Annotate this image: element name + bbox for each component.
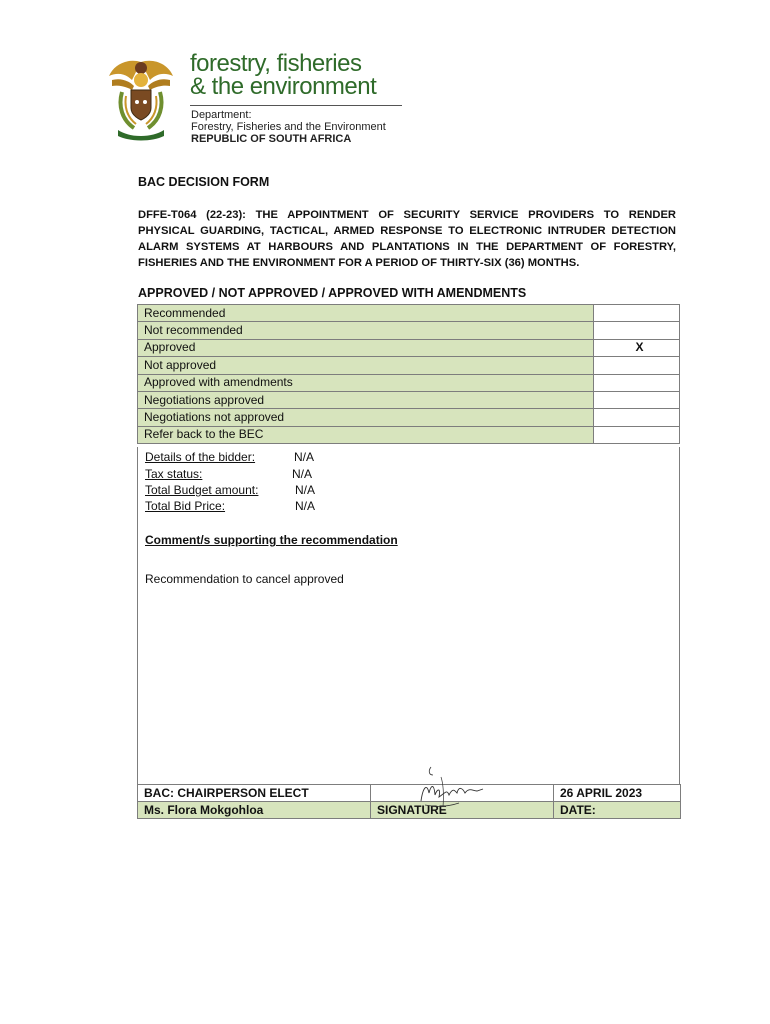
- brand-wordmark: [190, 52, 376, 98]
- decision-option-mark: [594, 305, 680, 322]
- decision-option-mark: X: [594, 339, 680, 356]
- bidder-label: Details of the bidder:: [145, 450, 256, 464]
- brand-line-2: & the environment: [190, 73, 377, 100]
- signoff-table: [137, 784, 681, 819]
- dept-line-2: Forestry, Fisheries and the Environment: [191, 121, 386, 133]
- department-name: [191, 109, 386, 145]
- chairperson-name: Ms. Flora Mokgohloa: [138, 802, 371, 819]
- handwritten-signature: [411, 763, 491, 813]
- decision-option-label: Approved: [138, 339, 594, 356]
- comment-heading: Comment/s supporting the recommendation: [145, 533, 398, 547]
- decision-option-mark: [594, 391, 680, 408]
- decision-option-label: Refer back to the BEC: [138, 426, 594, 443]
- decision-row: [138, 339, 680, 356]
- decision-row: [138, 322, 680, 339]
- form-title: BAC DECISION FORM: [138, 175, 270, 189]
- dept-line-1: Department:: [191, 109, 252, 121]
- brand-divider: [190, 105, 402, 106]
- decision-option-mark: [594, 357, 680, 374]
- bid-price-value: N/A: [295, 499, 316, 513]
- chairperson-role: BAC: CHAIRPERSON ELECT: [138, 785, 371, 802]
- bidder-value: N/A: [294, 450, 315, 464]
- decision-row: [138, 374, 680, 391]
- decision-option-mark: [594, 322, 680, 339]
- decision-row: [138, 426, 680, 443]
- tax-value: N/A: [292, 467, 313, 481]
- bid-price-label: Total Bid Price:: [145, 499, 226, 513]
- budget-value: N/A: [295, 483, 316, 497]
- signature-cell: [371, 785, 554, 802]
- brand-line-1: forestry, fisheries: [190, 50, 362, 77]
- tax-label: Tax status:: [145, 467, 203, 481]
- tender-description: DFFE-T064 (22-23): THE APPOINTMENT OF SECURITY SERVICE PROVIDERS TO RENDER PHYSICAL GUARDING, TACTICAL, ARMED RESPONSE TO ELECTRONIC INTRUDER DETECTION ALARM SYSTEMS AT HARBOURS AND PLANTATIONS IN THE DEPARTMENT OF FORESTRY, FISHERIES AND THE ENVIRONMENT FOR A PERIOD OF THIRTY-SIX (36) MONTHS.: [138, 209, 676, 269]
- decision-table: [137, 304, 680, 444]
- decision-heading: APPROVED / NOT APPROVED / APPROVED WITH AMENDMENTS: [138, 286, 527, 300]
- decision-option-mark: [594, 374, 680, 391]
- decision-row: [138, 305, 680, 322]
- budget-row: [145, 483, 316, 497]
- tax-row: [145, 467, 313, 481]
- comment-text: Recommendation to cancel approved: [145, 572, 344, 586]
- department-header: [106, 52, 406, 146]
- dept-line-3: REPUBLIC OF SOUTH AFRICA: [191, 133, 352, 145]
- signature-label: SIGNATURE: [371, 802, 554, 819]
- decision-row: [138, 391, 680, 408]
- budget-label: Total Budget amount:: [145, 483, 259, 497]
- details-box: [137, 447, 680, 785]
- decision-option-label: Not recommended: [138, 322, 594, 339]
- date-value: 26 APRIL 2023: [554, 785, 681, 802]
- bid-price-row: [145, 499, 316, 513]
- coat-of-arms-icon: [106, 56, 176, 142]
- bidder-row: [145, 450, 315, 464]
- decision-row: [138, 409, 680, 426]
- date-label: DATE:: [554, 802, 681, 819]
- decision-option-label: Approved with amendments: [138, 374, 594, 391]
- decision-option-label: Negotiations approved: [138, 391, 594, 408]
- decision-option-label: Negotiations not approved: [138, 409, 594, 426]
- decision-option-label: Recommended: [138, 305, 594, 322]
- decision-row: [138, 357, 680, 374]
- decision-option-mark: [594, 426, 680, 443]
- decision-option-label: Not approved: [138, 357, 594, 374]
- decision-option-mark: [594, 409, 680, 426]
